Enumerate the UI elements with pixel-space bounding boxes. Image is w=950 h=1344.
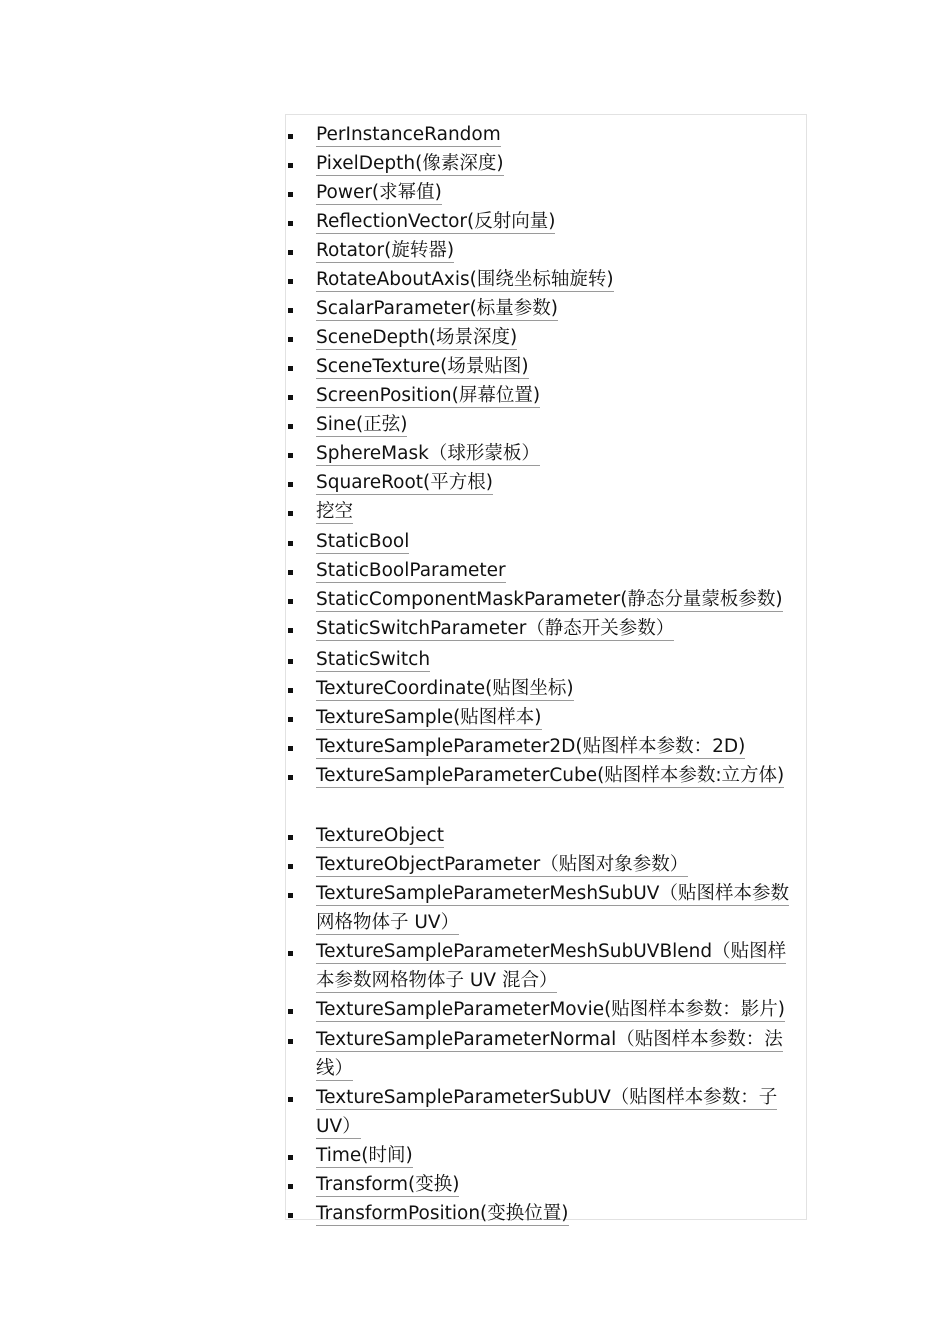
bullet-icon [288,688,293,693]
bullet-icon [288,659,293,664]
list-item [286,323,806,352]
node-link[interactable]: Transform(变换) [316,1174,460,1195]
node-link[interactable]: SceneTexture(场景贴图) [316,356,529,377]
list-item [286,468,806,497]
node-link[interactable]: TextureSampleParameterSubUV（贴图样本参数：子UV） [316,1087,778,1137]
bullet-icon [288,250,293,255]
node-link[interactable]: TextureSampleParameterMeshSubUVBlend（贴图样本参数网格物体子 UV 混合） [316,941,787,991]
node-list-panel [285,114,807,1224]
node-link[interactable]: Sine(正弦) [316,414,408,435]
bullet-icon [288,1184,293,1189]
node-link[interactable]: TextureSampleParameterNormal（贴图样本参数：法线） [316,1029,783,1079]
node-link[interactable]: SquareRoot(平方根) [316,472,493,493]
node-link[interactable]: TextureObjectParameter（贴图对象参数） [316,854,689,875]
node-link[interactable]: Time(时间) [316,1145,413,1166]
bullet-icon [288,1097,293,1102]
list-item [286,556,806,585]
node-link[interactable]: Rotator(旋转器) [316,240,455,261]
node-link[interactable]: TextureSampleParameterCube(贴图样本参数:立方体) [316,765,785,786]
node-link[interactable]: ScreenPosition(屏幕位置) [316,385,541,406]
list-item [286,265,806,294]
node-link[interactable]: PerInstanceRandom [316,124,501,145]
node-link[interactable]: StaticBoolParameter [316,560,506,581]
bullet-icon [288,308,293,313]
bullet-icon [288,511,293,516]
list-item [286,1083,806,1141]
list-item [286,236,806,265]
list-item [286,294,806,323]
node-link[interactable]: ReflectionVector(反射向量) [316,211,556,232]
node-link[interactable]: SphereMask（球形蒙板） [316,443,540,464]
list-item [286,178,806,207]
bullet-icon [288,541,293,546]
list-item [286,381,806,410]
bullet-icon [288,395,293,400]
list-item [286,497,806,527]
bullet-icon [288,893,293,898]
bullet-icon [288,453,293,458]
node-link[interactable]: TransformPosition(变换位置) [316,1203,569,1224]
bullet-icon [288,163,293,168]
bullet-icon [288,366,293,371]
list-item [286,207,806,236]
bullet-icon [288,628,293,633]
list-item [286,879,806,937]
list-item [286,732,806,761]
node-link[interactable]: TextureSampleParameter2D(贴图样本参数：2D) [316,736,746,757]
list-item [286,850,806,879]
node-link[interactable]: StaticSwitchParameter（静态开关参数） [316,618,675,639]
list-item [286,821,806,850]
bullet-icon [288,221,293,226]
list-item [286,149,806,178]
node-link[interactable]: StaticBool [316,531,410,552]
bullet-icon [288,864,293,869]
list-item [286,614,806,645]
list-item [286,585,806,614]
node-link[interactable]: 挖空 [316,501,354,522]
list-item [286,1141,806,1170]
list-item [286,645,806,674]
bullet-icon [288,775,293,780]
bullet-icon [288,746,293,751]
list-item [286,1170,806,1199]
bullet-icon [288,424,293,429]
bullet-icon [288,1009,293,1014]
node-link[interactable]: Power(求幂值) [316,182,442,203]
list-item [286,120,806,149]
node-link[interactable]: TextureObject [316,825,444,846]
list-item [286,352,806,381]
node-link[interactable]: StaticSwitch [316,649,431,670]
bullet-icon [288,337,293,342]
node-link[interactable]: SceneDepth(场景深度) [316,327,518,348]
node-link[interactable]: TextureSampleParameterMovie(贴图样本参数：影片) [316,999,786,1020]
bullet-icon [288,1155,293,1160]
bullet-icon [288,599,293,604]
list-item [286,761,806,821]
node-link[interactable]: TextureCoordinate(贴图坐标) [316,678,574,699]
node-link[interactable]: StaticComponentMaskParameter(静态分量蒙板参数) [316,589,783,610]
node-link[interactable]: TextureSampleParameterMeshSubUV（贴图样本参数网格物体子 UV） [316,883,789,933]
node-link[interactable]: PixelDepth(像素深度) [316,153,504,174]
bullet-icon [288,951,293,956]
bullet-icon [288,482,293,487]
bullet-icon [288,717,293,722]
list-item [286,1199,806,1228]
list-item [286,703,806,732]
node-link[interactable]: TextureSample(贴图样本) [316,707,542,728]
node-list [286,115,806,1228]
node-link[interactable]: RotateAboutAxis(围绕坐标轴旋转) [316,269,614,290]
bullet-icon [288,134,293,139]
bullet-icon [288,1039,293,1044]
list-item [286,937,806,995]
list-item [286,410,806,439]
list-item [286,674,806,703]
bullet-icon [288,1213,293,1218]
node-link[interactable]: ScalarParameter(标量参数) [316,298,559,319]
bullet-icon [288,279,293,284]
list-item [286,527,806,556]
bullet-icon [288,570,293,575]
bullet-icon [288,835,293,840]
list-item [286,439,806,468]
bullet-icon [288,192,293,197]
list-item [286,1025,806,1083]
list-item [286,995,806,1025]
